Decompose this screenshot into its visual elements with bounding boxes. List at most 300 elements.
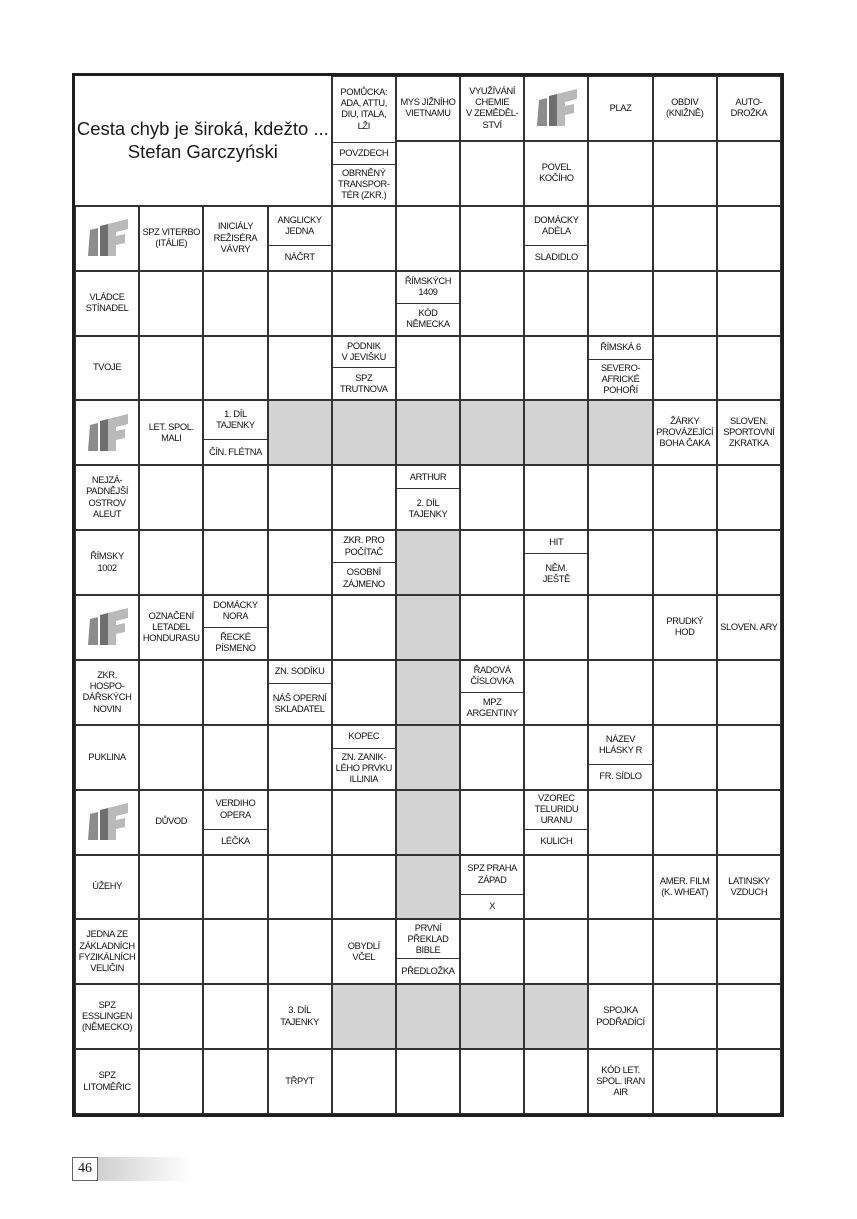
split-clue-cell (268, 206, 332, 271)
answer-cell[interactable] (139, 725, 203, 790)
answer-cell[interactable] (203, 271, 267, 336)
clue-text-line: AUTO- (735, 97, 763, 108)
split-clue-cell (588, 336, 652, 401)
answer-cell[interactable] (588, 206, 652, 271)
clue-cell (75, 984, 139, 1049)
answer-cell[interactable] (717, 660, 781, 725)
clue-text-line: KÓD (418, 307, 438, 318)
clue-cell-part (525, 829, 587, 854)
clue-text-line: AFRICKÉ (601, 373, 640, 384)
answer-cell[interactable] (653, 336, 717, 401)
answer-cell[interactable] (588, 141, 652, 206)
clue-text-line: NÁŠ OPERNÍ (272, 692, 327, 703)
clue-cell-part (525, 245, 587, 270)
clue-text-line: KOČÍHO (539, 173, 574, 184)
clue-cell (75, 855, 139, 920)
answer-cell[interactable] (588, 919, 652, 984)
answer-cell[interactable] (332, 660, 396, 725)
clue-text-line: ARGENTINY (466, 708, 518, 719)
clue-cell (75, 725, 139, 790)
clue-cell-part (397, 466, 459, 488)
answer-cell[interactable] (332, 206, 396, 271)
split-clue-cell (203, 790, 267, 855)
answer-cell[interactable] (460, 919, 524, 984)
clue-cell-part (269, 245, 331, 270)
clue-text-line: LŽI (357, 120, 370, 131)
logo-cell (75, 790, 139, 855)
answer-cell[interactable] (524, 336, 588, 401)
answer-cell[interactable] (653, 660, 717, 725)
clue-text-line: LÉHO PRVKU (335, 763, 392, 774)
answer-cell[interactable] (717, 141, 781, 206)
clue-text-line: V JEVIŠKU (341, 351, 386, 362)
clue-text-line: DOMÁCKY (213, 600, 258, 611)
page-number: 46 (72, 1157, 98, 1181)
clue-text-line: DOMÁCKY (534, 214, 579, 225)
clue-text-line: JEDNA ZE (86, 929, 128, 940)
split-clue-cell (203, 400, 267, 465)
clue-cell-part (461, 894, 523, 919)
answer-cell[interactable] (588, 530, 652, 595)
clue-text-line: VZOREC (538, 792, 575, 803)
clue-text-line: LÉČKA (221, 836, 250, 846)
clue-text-line: 3. DÍL (288, 1005, 311, 1016)
answer-cell[interactable] (460, 530, 524, 595)
clue-cell (75, 271, 139, 336)
shaded-answer-cell[interactable] (396, 984, 460, 1049)
shaded-answer-cell[interactable] (460, 984, 524, 1049)
clue-text-line: (KNIŽNĚ) (665, 108, 704, 119)
answer-cell[interactable] (717, 725, 781, 790)
clue-text-line: ZÁPAD (477, 874, 507, 885)
clue-text-line: ŘECKÉ (220, 632, 251, 643)
clue-text-line: ZÁJMENO (342, 578, 385, 589)
clue-cell-part (333, 337, 395, 368)
clue-text-line: PRVNÍ (414, 922, 442, 933)
answer-cell[interactable] (396, 1049, 460, 1114)
clue-cell-part (333, 748, 395, 789)
clue-cell (717, 595, 781, 660)
split-clue-cell (396, 271, 460, 336)
answer-cell[interactable] (524, 465, 588, 530)
clue-text-line: SPZ (355, 372, 373, 383)
clue-text-line: PUKLINA (88, 751, 126, 762)
answer-cell[interactable] (460, 1049, 524, 1114)
clue-text-line: LETADEL (152, 621, 191, 632)
clue-text-line: LET. SPOL. (148, 421, 194, 432)
answer-cell[interactable] (524, 855, 588, 920)
answer-cell[interactable] (268, 790, 332, 855)
split-clue-cell (524, 790, 588, 855)
answer-cell[interactable] (460, 725, 524, 790)
answer-cell[interactable] (460, 465, 524, 530)
answer-cell[interactable] (717, 465, 781, 530)
clue-cell (332, 76, 396, 206)
answer-cell[interactable] (203, 919, 267, 984)
shaded-answer-cell[interactable] (396, 400, 460, 465)
clue-text-line: DROŽKA (730, 108, 768, 119)
split-clue-cell (396, 465, 460, 530)
shaded-answer-cell[interactable] (396, 660, 460, 725)
clue-cell-part (204, 596, 266, 627)
answer-cell[interactable] (332, 1049, 396, 1114)
clue-cell (75, 336, 139, 401)
clue-text-line: V ZEMĚDĚL- (466, 108, 519, 119)
clue-cell-part (397, 958, 459, 983)
clue-text-line: JEDNA (285, 225, 314, 236)
answer-cell[interactable] (268, 530, 332, 595)
clue-text-line: STVÍ (482, 119, 502, 130)
answer-cell[interactable] (653, 725, 717, 790)
split-clue-cell (203, 595, 267, 660)
shaded-answer-cell[interactable] (524, 400, 588, 465)
clue-text-line: SLOVEN. ARY (720, 621, 778, 632)
publisher-logo-icon (84, 216, 130, 260)
clue-text-line: KULICH (540, 836, 573, 846)
answer-cell[interactable] (653, 984, 717, 1049)
clue-text-line: HONDURASU (142, 633, 200, 644)
answer-cell[interactable] (460, 206, 524, 271)
logo-cell (75, 400, 139, 465)
clue-cell (139, 400, 203, 465)
answer-cell[interactable] (717, 206, 781, 271)
split-clue-cell (524, 206, 588, 271)
clue-cell-part (204, 829, 266, 854)
clue-text-line: POMŮCKA: (340, 87, 388, 98)
clue-text-line: AIR (613, 1087, 628, 1098)
shaded-answer-cell[interactable] (396, 530, 460, 595)
answer-cell[interactable] (203, 530, 267, 595)
clue-text-line: OZNAČENÍ (148, 610, 194, 621)
answer-cell[interactable] (268, 271, 332, 336)
clue-cell-part (204, 439, 266, 464)
answer-cell[interactable] (268, 336, 332, 401)
answer-cell[interactable] (717, 790, 781, 855)
clue-cell (653, 595, 717, 660)
answer-cell[interactable] (139, 855, 203, 920)
answer-cell[interactable] (524, 271, 588, 336)
clue-text-line: X (489, 900, 496, 911)
clue-text-line: SPZ VITERBO (142, 226, 201, 237)
clue-cell-part (333, 164, 395, 205)
clue-cell-part (333, 726, 395, 748)
answer-cell[interactable] (588, 855, 652, 920)
clue-text-line: VIETNAMU (405, 108, 451, 119)
clue-text-line: ŘÍMSKY (90, 551, 124, 562)
clue-text-line: REŽISÉRA (213, 232, 258, 243)
shaded-answer-cell[interactable] (588, 400, 652, 465)
shaded-answer-cell[interactable] (268, 400, 332, 465)
answer-cell[interactable] (268, 595, 332, 660)
clue-text-line: HOD (674, 627, 695, 638)
clue-cell-part (397, 303, 459, 335)
clue-cell (588, 1049, 652, 1114)
answer-cell[interactable] (332, 465, 396, 530)
clue-text-line: PLAZ (609, 102, 632, 113)
answer-cell[interactable] (203, 725, 267, 790)
answer-cell[interactable] (653, 141, 717, 206)
puzzle-title (75, 76, 332, 206)
split-clue-cell (332, 336, 396, 401)
answer-cell[interactable] (203, 984, 267, 1049)
clue-cell (460, 76, 524, 141)
clue-text-line: ÚŽEHY (92, 881, 122, 892)
clue-cell-part (204, 791, 266, 829)
answer-cell[interactable] (653, 271, 717, 336)
clue-text-line: SKLADATEL (274, 703, 325, 714)
clue-text-line: ADA, ATTU, (340, 98, 388, 109)
clue-text-line: VČEL (352, 951, 376, 962)
answer-cell[interactable] (524, 595, 588, 660)
clue-cell-part (204, 627, 266, 659)
split-clue-cell (460, 660, 524, 725)
clue-text-line: NĚMECKA (406, 319, 450, 330)
clue-text-line: HIT (549, 536, 564, 547)
clue-text-line: MYS JIŽNÍHO (400, 97, 456, 108)
answer-cell[interactable] (268, 725, 332, 790)
clue-text-line: OBRNĚNÝ (342, 167, 386, 178)
clue-text-line: ZKRATKA (729, 438, 769, 449)
clue-text-line: TÉR (ZKR.) (341, 190, 387, 201)
answer-cell[interactable] (588, 660, 652, 725)
answer-cell[interactable] (139, 919, 203, 984)
answer-cell[interactable] (524, 1049, 588, 1114)
shaded-answer-cell[interactable] (460, 400, 524, 465)
clue-text-line: BOHA ČAKA (659, 438, 710, 449)
clue-text-line: ANGLICKY (277, 214, 322, 225)
answer-cell[interactable] (396, 206, 460, 271)
split-clue-cell (396, 919, 460, 984)
shaded-answer-cell[interactable] (396, 790, 460, 855)
clue-cell-part (204, 401, 266, 439)
clue-text-line: SLOVEN. (729, 416, 768, 426)
clue-text-line: ALEUT (92, 508, 122, 519)
clue-cell-part (589, 764, 651, 789)
clue-cell (653, 76, 717, 141)
clue-text-line: KOPEC (348, 731, 380, 742)
answer-cell[interactable] (139, 1049, 203, 1114)
clue-text-line: SPZ PRAHA (467, 863, 517, 874)
answer-cell[interactable] (588, 790, 652, 855)
answer-cell[interactable] (460, 141, 524, 206)
title-author: Stefan Garczyński (127, 141, 278, 163)
clue-text-line: URANU (540, 815, 572, 826)
clue-cell-part (525, 791, 587, 829)
clue-cell-part (269, 207, 331, 245)
clue-text-line: VYUŽÍVÁNÍ (469, 86, 516, 97)
answer-cell[interactable] (139, 336, 203, 401)
answer-cell[interactable] (653, 530, 717, 595)
answer-cell[interactable] (203, 855, 267, 920)
clue-text-line: AMER. FILM (659, 875, 710, 886)
answer-cell[interactable] (717, 1049, 781, 1114)
clue-text-line: NĚM. (545, 562, 568, 573)
clue-text-line: ŘÍMSKÝCH (404, 275, 452, 286)
answer-cell[interactable] (268, 465, 332, 530)
publisher-logo-icon (84, 800, 130, 844)
answer-cell[interactable] (139, 660, 203, 725)
clue-text-line: ŽÁRKY (670, 416, 700, 426)
answer-cell[interactable] (717, 271, 781, 336)
answer-cell[interactable] (332, 790, 396, 855)
answer-cell[interactable] (268, 919, 332, 984)
clue-cell-part (461, 856, 523, 894)
clue-cell-part (461, 661, 523, 692)
answer-cell[interactable] (203, 660, 267, 725)
page-number-decoration (97, 1157, 192, 1181)
clue-text-line: PŘEKLAD (407, 933, 449, 944)
answer-cell[interactable] (717, 984, 781, 1049)
clue-cell (75, 1049, 139, 1114)
answer-cell[interactable] (588, 271, 652, 336)
clue-text-line: PŘEDLOŽKA (401, 965, 455, 976)
answer-cell[interactable] (524, 919, 588, 984)
answer-cell[interactable] (139, 465, 203, 530)
shaded-answer-cell[interactable] (396, 595, 460, 660)
clue-text-line: HLÁSKY R (599, 744, 643, 755)
answer-cell[interactable] (588, 465, 652, 530)
shaded-answer-cell[interactable] (396, 725, 460, 790)
answer-cell[interactable] (203, 336, 267, 401)
clue-text-line: VELIČIN (90, 963, 124, 974)
answer-cell[interactable] (203, 1049, 267, 1114)
clue-text-line: LITOMĚŘIC (83, 1081, 131, 1092)
answer-cell[interactable] (653, 919, 717, 984)
clue-text-line: OSTROV (88, 497, 126, 508)
clue-text-line: TAJENKY (408, 509, 448, 520)
clue-cell (139, 206, 203, 271)
clue-cell-part (269, 683, 331, 724)
answer-cell[interactable] (653, 790, 717, 855)
answer-cell[interactable] (653, 206, 717, 271)
clue-text-line: ZKR. PRO (343, 535, 385, 546)
clue-cell (396, 76, 460, 141)
clue-text-line: 2. DÍL (416, 498, 440, 509)
clue-cell (653, 400, 717, 465)
clue-text-line: VZDUCH (730, 886, 768, 897)
logo-cell (524, 76, 588, 141)
clue-text-line: PRUDKÝ (666, 616, 704, 627)
answer-cell[interactable] (653, 465, 717, 530)
clue-text-line: JEŠTĚ (542, 574, 570, 585)
publisher-logo-icon (533, 86, 579, 130)
clue-text-line: MALI (161, 432, 182, 443)
answer-cell[interactable] (653, 1049, 717, 1114)
clue-text-line: PROVÁZEJÍCÍ (656, 427, 714, 438)
clue-cell (588, 76, 652, 141)
clue-text-line: TRUTNOVA (339, 383, 388, 394)
clue-cell (717, 400, 781, 465)
clue-text-line: MPZ (482, 697, 502, 708)
clue-text-line: HOSPO- (89, 681, 125, 692)
split-clue-cell (588, 725, 652, 790)
clue-text-line: POVZDECH (339, 147, 389, 158)
clue-text-line: ZN. SODÍKU (274, 666, 325, 677)
answer-cell[interactable] (332, 595, 396, 660)
shaded-answer-cell[interactable] (332, 984, 396, 1049)
clue-cell (139, 595, 203, 660)
clue-cell (717, 76, 781, 141)
clue-text-line: PODŘADÍCÍ (596, 1016, 645, 1027)
answer-cell[interactable] (460, 336, 524, 401)
answer-cell[interactable] (524, 725, 588, 790)
clue-cell (75, 465, 139, 530)
clue-cell-part (589, 726, 651, 764)
clue-text-line: PODNIK (347, 340, 381, 351)
clue-text-line: ARTHUR (409, 471, 447, 482)
answer-cell[interactable] (139, 271, 203, 336)
clue-text-line: NOVIN (93, 703, 121, 714)
clue-text-line: TAJENKY (216, 420, 255, 431)
answer-cell[interactable] (460, 271, 524, 336)
split-clue-cell (268, 660, 332, 725)
clue-cell (203, 206, 267, 271)
clue-text-line: ZKR. (97, 669, 117, 680)
clue-text-line: INICIÁLY (217, 221, 254, 232)
shaded-answer-cell[interactable] (524, 984, 588, 1049)
clue-text-line: POVEL (541, 162, 571, 173)
clue-text-line: ŘÍMSKÁ 6 (600, 341, 641, 352)
answer-cell[interactable] (139, 530, 203, 595)
clue-text-line: ŘADOVÁ (473, 665, 511, 676)
answer-cell[interactable] (203, 465, 267, 530)
clue-text-line: SPOL. IRAN (596, 1075, 645, 1086)
clue-cell (524, 141, 588, 206)
answer-cell[interactable] (588, 595, 652, 660)
clue-text-line: TRANSPOR- (338, 179, 390, 190)
clue-cell-part (333, 142, 395, 164)
answer-cell[interactable] (524, 660, 588, 725)
clue-text-line: SPZ (98, 1070, 116, 1081)
clue-cell-part (269, 661, 331, 683)
answer-cell[interactable] (717, 530, 781, 595)
answer-cell[interactable] (396, 141, 460, 206)
answer-cell[interactable] (396, 336, 460, 401)
split-clue-cell (332, 725, 396, 790)
answer-cell[interactable] (717, 919, 781, 984)
answer-cell[interactable] (268, 855, 332, 920)
clue-cell-part (525, 531, 587, 553)
clue-text-line: (NĚMECKO) (82, 1022, 133, 1033)
answer-cell[interactable] (332, 855, 396, 920)
shaded-answer-cell[interactable] (396, 855, 460, 920)
clue-text-line: NORA (222, 611, 249, 622)
clue-cell (268, 984, 332, 1049)
clue-cell-part (589, 359, 651, 400)
answer-cell[interactable] (460, 595, 524, 660)
clue-cell (75, 530, 139, 595)
clue-text-line: VERDIHO (215, 798, 256, 809)
clue-cell-part (333, 531, 395, 562)
clue-cell-part (333, 562, 395, 594)
clue-text-line: NEJZÁ- (91, 475, 123, 486)
shaded-answer-cell[interactable] (332, 400, 396, 465)
clue-text-line: VLÁDCE (89, 291, 125, 302)
answer-cell[interactable] (139, 984, 203, 1049)
clue-text-line: ADÉLA (541, 225, 571, 236)
clue-cell (588, 984, 652, 1049)
clue-text-line: ČÍN. FLÉTNA (208, 446, 262, 457)
clue-text-line: NÁČRT (284, 252, 315, 263)
clue-text-line: SPOJKA (603, 1005, 638, 1016)
clue-text-line: SPZ (98, 999, 116, 1010)
answer-cell[interactable] (460, 790, 524, 855)
clue-cell (75, 919, 139, 984)
answer-cell[interactable] (717, 336, 781, 401)
answer-cell[interactable] (332, 271, 396, 336)
clue-text-line: OBDIV (671, 97, 699, 108)
clue-text-line: 1002 (97, 562, 117, 573)
